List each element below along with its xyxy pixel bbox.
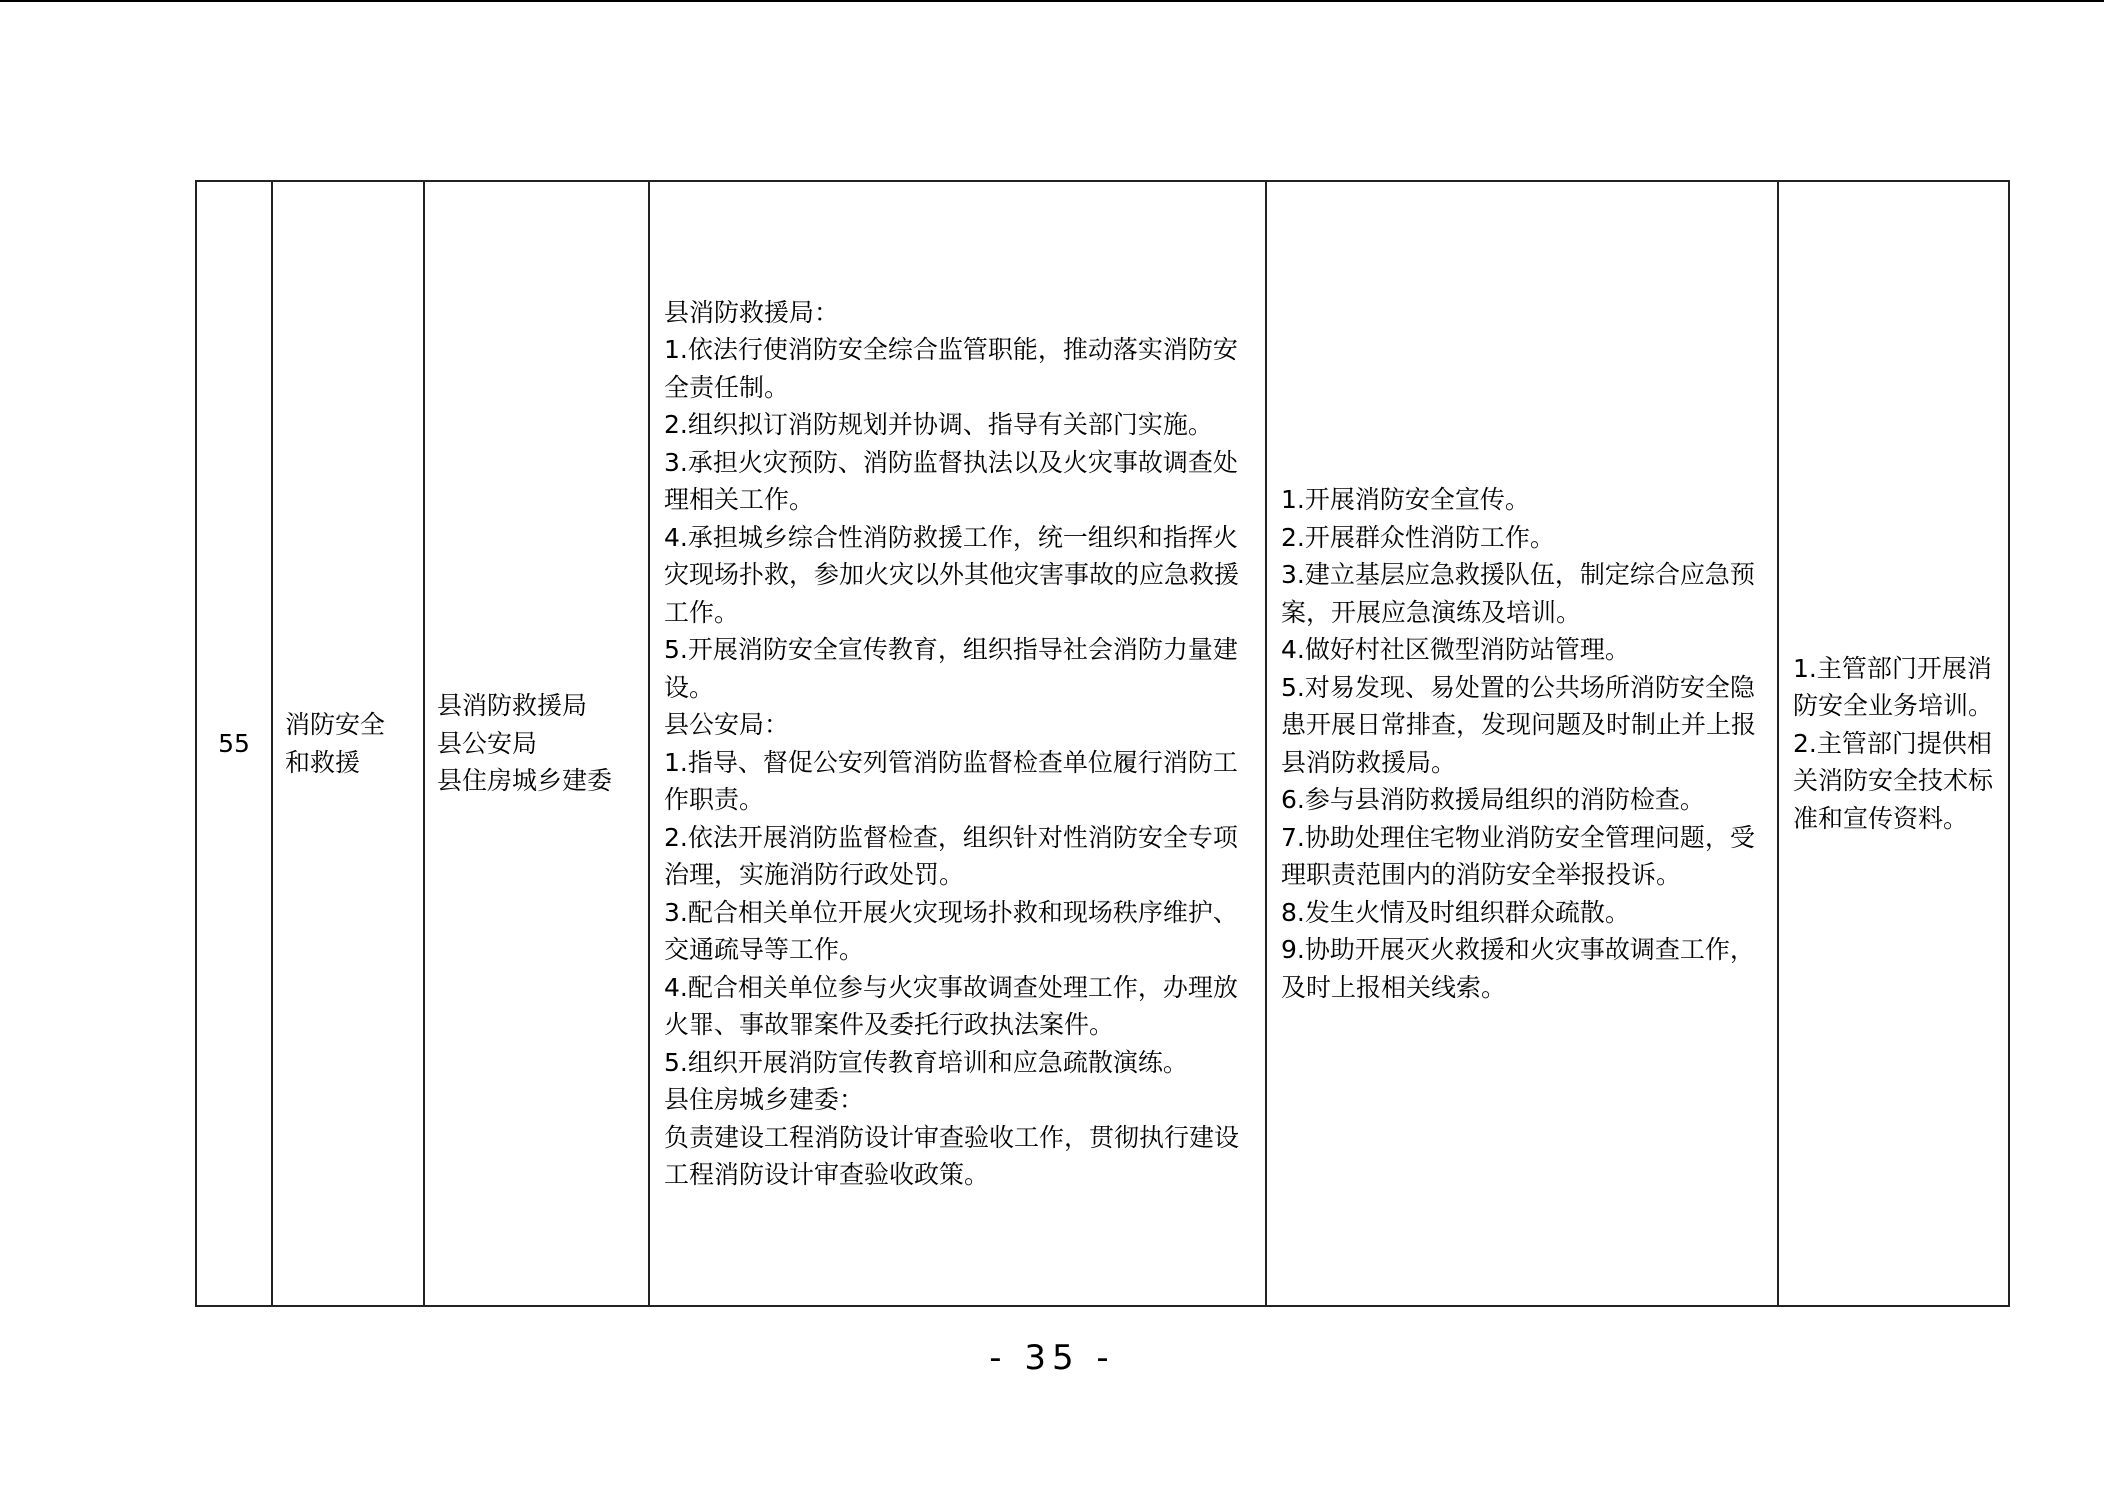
lead-duty-item: 2.依法开展消防监督检查，组织针对性消防安全专项治理，实施消防行政处罚。 (664, 822, 1238, 889)
coop-duty-item: 7.协助处理住宅物业消防安全管理问题，受理职责范围内的消防安全举报投诉。 (1281, 822, 1755, 889)
row-number: 55 (196, 181, 272, 1306)
lead-duty-item: 5.组织开展消防宣传教育培训和应急疏散演练。 (664, 1047, 1188, 1077)
lead-duty-heading: 县公安局： (664, 710, 790, 739)
department-name: 县消防救援局 (437, 691, 588, 721)
coop-duty-item: 4.做好村社区微型消防站管理。 (1281, 635, 1630, 664)
coop-duty-item: 8.发生火情及时组织群众疏散。 (1281, 897, 1630, 927)
duty-area-line: 消防安全 (285, 710, 386, 739)
lead-duty-item: 3.承担火灾预防、消防监督执法以及火灾事故调查处理相关工作。 (664, 447, 1238, 514)
duty-area (272, 181, 424, 1306)
page-number: - 35 - (989, 1338, 1115, 1378)
lead-duties-cell (649, 181, 1266, 1306)
duty-table (195, 180, 2010, 1307)
support-duties-cell (1778, 181, 2009, 1306)
coop-duty-item: 5.对易发现、易处置的公共场所消防安全隐患开展日常排查，发现问题及时制止并上报县消防救援局。 (1281, 672, 1757, 777)
lead-duty-item: 2.组织拟订消防规划并协调、指导有关部门实施。 (664, 410, 1213, 439)
department-name: 县公安局 (437, 728, 538, 758)
coop-duty-item: 2.开展群众性消防工作。 (1281, 522, 1555, 552)
responsible-departments (424, 181, 649, 1306)
page-top-border (0, 0, 2104, 2)
lead-duty-heading: 县住房城乡建委： (664, 1085, 865, 1114)
support-duty-item: 2.主管部门提供相关消防安全技术标准和宣传资料。 (1793, 728, 1994, 833)
lead-duty-item: 1.依法行使消防安全综合监管职能，推动落实消防安全责任制。 (664, 335, 1238, 402)
table-row (196, 181, 2009, 1306)
coop-duty-item: 3.建立基层应急救援队伍，制定综合应急预案，开展应急演练及培训。 (1281, 560, 1755, 627)
coop-duty-item: 9.协助开展灭火救援和火灾事故调查工作，及时上报相关线索。 (1281, 935, 1755, 1002)
lead-duty-item: 负责建设工程消防设计审查验收工作，贯彻执行建设工程消防设计审查验收政策。 (664, 1122, 1240, 1189)
support-duties-list (1779, 650, 2008, 838)
lead-duty-item: 4.承担城乡综合性消防救援工作，统一组织和指挥火灾现场扑救，参加火灾以外其他灾害事故的应急救援工作。 (664, 522, 1240, 627)
coop-duties-list (1267, 481, 1777, 1006)
lead-duty-item: 4.配合相关单位参与火灾事故调查处理工作，办理放火罪、事故罪案件及委托行政执法案件。 (664, 972, 1238, 1039)
lead-duty-heading: 县消防救援局： (664, 297, 840, 327)
coop-duties-cell (1266, 181, 1778, 1306)
coop-duty-item: 6.参与县消防救援局组织的消防检查。 (1281, 785, 1705, 814)
duty-area-line: 和救援 (285, 747, 361, 777)
lead-duty-item: 1.指导、督促公安列管消防监督检查单位履行消防工作职责。 (664, 747, 1238, 814)
department-name: 县住房城乡建委 (437, 766, 613, 796)
lead-duties-list (650, 294, 1265, 1194)
coop-duty-item: 1.开展消防安全宣传。 (1281, 485, 1530, 514)
lead-duty-item: 5.开展消防安全宣传教育，组织指导社会消防力量建设。 (664, 635, 1238, 702)
lead-duty-item: 3.配合相关单位开展火灾现场扑救和现场秩序维护、交通疏导等工作。 (664, 897, 1238, 964)
support-duty-item: 1.主管部门开展消防安全业务培训。 (1793, 653, 1994, 721)
